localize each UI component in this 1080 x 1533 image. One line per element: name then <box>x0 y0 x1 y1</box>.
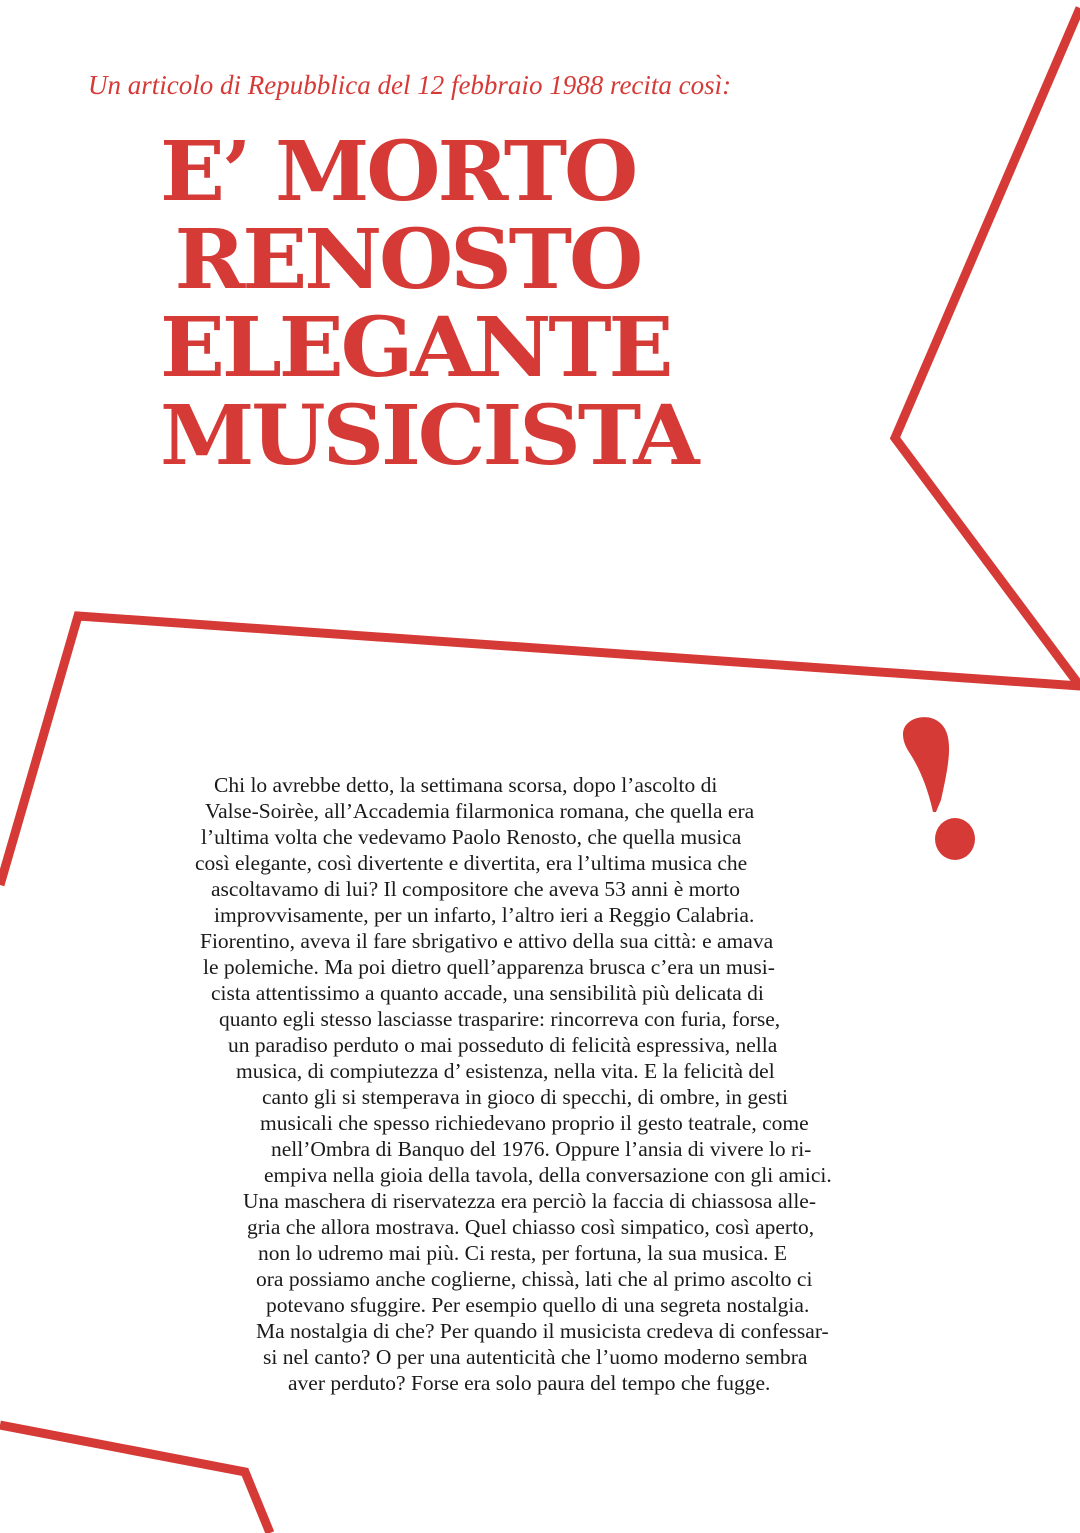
body-line: nell’Ombra di Banquo del 1976. Oppure l’ansia di vivere lo ri- <box>271 1137 812 1161</box>
headline-line-2: RENOSTO <box>174 212 641 308</box>
body-line: Valse-Soirèe, all’Accademia filarmonica romana, che quella era <box>205 799 755 823</box>
body-line: quanto egli stesso lasciasse trasparire: rincorreva con furia, forse, <box>219 1007 781 1031</box>
intro-caption: Un articolo di Repubblica del 12 febbraio 1988 recita così: <box>88 70 732 100</box>
body-line: si nel canto? O per una autenticità che l’uomo moderno sembra <box>263 1345 808 1369</box>
body-line: l’ultima volta che vedevamo Paolo Renosto, che quella musica <box>201 825 742 849</box>
bottom-bubble-outline <box>0 1425 270 1533</box>
headline-line-1: E’ MORTO <box>160 124 636 220</box>
body-line: le polemiche. Ma poi dietro quell’apparenza brusca c’era un musi- <box>203 955 775 979</box>
body-line: ora possiamo anche coglierne, chissà, lati che al primo ascolto ci <box>256 1267 813 1291</box>
headline-line-3: ELEGANTE <box>160 300 671 396</box>
body-line: Fiorentino, aveva il fare sbrigativo e attivo della sua città: e amava <box>200 929 774 953</box>
headline-line-4: MUSICISTA <box>160 388 697 484</box>
body-line: cista attentissimo a quanto accade, una sensibilità più delicata di <box>211 981 764 1005</box>
body-line: canto gli si stemperava in gioco di specchi, di ombre, in gesti <box>262 1085 789 1109</box>
body-line: aver perduto? Forse era solo paura del tempo che fugge. <box>288 1371 771 1395</box>
body-line: non lo udremo mai più. Ci resta, per fortuna, la sua musica. E <box>258 1241 788 1265</box>
body-line: empiva nella gioia della tavola, della conversazione con gli amici. <box>264 1163 832 1187</box>
body-line: gria che allora mostrava. Quel chiasso così simpatico, così aperto, <box>247 1215 815 1239</box>
exclamation-mark-icon <box>899 712 979 872</box>
body-line: improvvisamente, per un infarto, l’altro ieri a Reggio Calabria. <box>214 903 755 927</box>
body-line: un paradiso perduto o mai posseduto di felicità espressiva, nella <box>228 1033 778 1057</box>
body-line: Chi lo avrebbe detto, la settimana scorsa, dopo l’ascolto di <box>214 773 718 797</box>
body-line: Ma nostalgia di che? Per quando il musicista credeva di confessar- <box>256 1319 829 1343</box>
body-line: musica, di compiutezza d’ esistenza, nella vita. E la felicità del <box>236 1059 775 1083</box>
headline <box>160 124 697 484</box>
body-line: così elegante, così divertente e divertita, era l’ultima musica che <box>195 851 748 875</box>
body-line: potevano sfuggire. Per esempio quello di una segreta nostalgia. <box>266 1293 810 1317</box>
body-line: ascoltavamo di lui? Il compositore che aveva 53 anni è morto <box>211 877 740 901</box>
body-line: musicali che spesso richiedevano proprio il gesto teatrale, come <box>260 1111 809 1135</box>
body-line: Una maschera di riservatezza era perciò la faccia di chiassosa alle- <box>243 1189 817 1213</box>
